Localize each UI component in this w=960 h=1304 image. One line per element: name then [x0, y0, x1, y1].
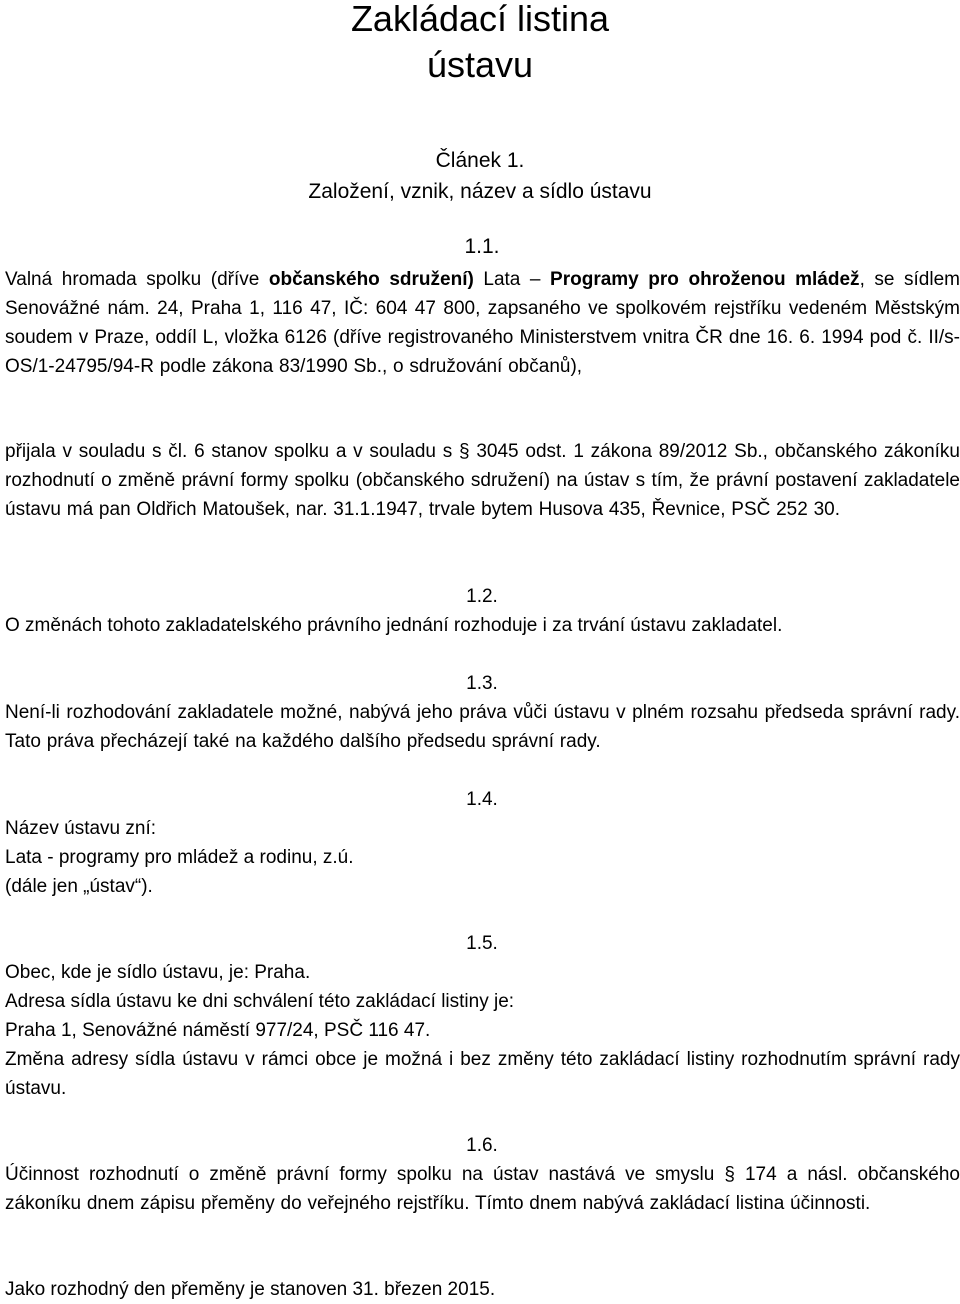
institute-name: Lata - programy pro mládež a rodinu, z.ú. — [5, 847, 354, 868]
section-number-1-3: 1.3. — [466, 673, 498, 694]
section-number-1-4: 1.4. — [466, 789, 498, 810]
s1-1-bold-programs: Programy pro ohroženou mládež — [550, 269, 860, 290]
s1-1-text-rest: , se sídlem Senovážné nám. 24, Praha 1, 116 47, IČ: 604 47 800, zapsaného ve spolkovém rejstříku vedeném Městským soudem v Praze, oddíl L, vložka 6126 (dříve registrovaného Ministerstvem vnitra ČR dne 16. 6. 1994 pod č. II/s-OS/1-24795/94-R podle zákona 83/1990 Sb., o sdružování občanů), — [5, 269, 960, 377]
seat-address-label: Adresa sídla ústavu ke dni schválení této zakládací listiny je: — [5, 991, 515, 1012]
section-1-6-text: Účinnost rozhodnutí o změně právní formy spolku na ústav nastává ve smyslu § 174 a násl. občanského zákoníku dnem zápisu přeměny do veřejného rejstříku. Tímto dnem nabývá zakládací listina účinnosti. — [5, 1164, 960, 1214]
article-heading: Založení, vznik, název a sídlo ústavu — [308, 180, 652, 203]
seat-municipality: Obec, kde je sídlo ústavu, je: Praha. — [5, 962, 311, 983]
section-number-1-5: 1.5. — [466, 933, 498, 954]
section-1-3-text: Není-li rozhodování zakladatele možné, nabývá jeho práva vůči ústavu v plném rozsahu předseda správní rady. Tato práva přecházejí také na každého dalšího předsedu správní rady. — [5, 702, 960, 752]
article-label: Článek 1. — [435, 149, 525, 172]
closing-statement: Jako rozhodný den přeměny je stanoven 31. březen 2015. — [5, 1279, 496, 1300]
s1-1-bold-former: občanského sdružení) — [268, 269, 474, 290]
document-title-line-2: ústavu — [426, 44, 534, 85]
seat-address: Praha 1, Senovážné náměstí 977/24, PSČ 116 47. — [5, 1020, 431, 1041]
section-1-1-paragraph-1 — [5, 265, 960, 381]
institute-short-name: (dále jen „ústav“). — [5, 876, 153, 897]
seat-change-rule: Změna adresy sídla ústavu v rámci obce je možná i bez změny této zakládací listiny rozhodnutím správní rady ústavu. — [5, 1049, 960, 1099]
s1-1-text-start: Valná hromada spolku (dříve — [5, 269, 269, 290]
section-1-1-paragraph-2: přijala v souladu s čl. 6 stanov spolku a v souladu s § 3045 odst. 1 zákona 89/2012 Sb., občanského zákoníku rozhodnutí o změně právní formy spolku (občanského sdružení) na ústav s tím, že právní postavení zakladatele ústavu má pan Oldřich Matoušek, nar. 31.1.1947, trvale bytem Husova 435, Řevnice, PSČ 252 30. — [5, 441, 960, 520]
section-number-1-2: 1.2. — [466, 586, 498, 607]
section-number-1-1: 1.1. — [464, 235, 500, 258]
section-1-2-text: O změnách tohoto zakladatelského právního jednání rozhoduje i za trvání ústavu zakladatel. — [5, 615, 783, 636]
institute-name-label: Název ústavu zní: — [5, 818, 157, 839]
s1-1-text-mid: Lata – — [473, 269, 551, 290]
document-title-line-1: Zakládací listina — [350, 0, 610, 39]
section-number-1-6: 1.6. — [466, 1135, 498, 1156]
